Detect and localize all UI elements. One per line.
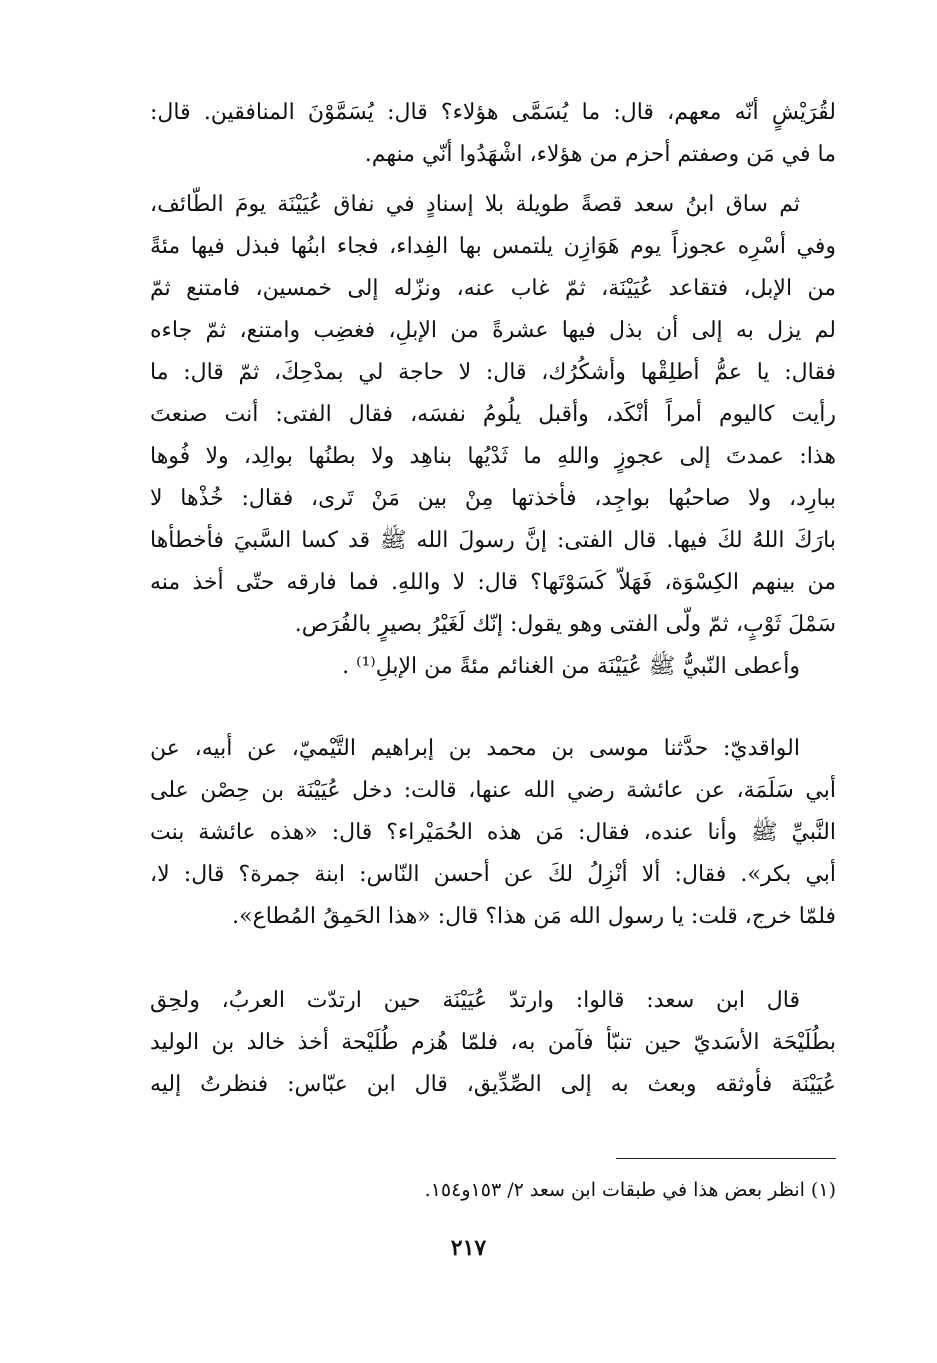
text-line: رأيت كاليوم أمراً أنْكَد، وأقبل يلُومُ نفسَه، فقال الفتى: أنت صنعتَ	[150, 402, 836, 427]
text-line: أبي سَلَمَة، عن عائشة رضي الله عنها، قالت: دخل عُيَيْنَة بن حِصْن على	[150, 778, 836, 803]
text-line: لم يزل به إلى أن بذل فيها عشرةً من الإبلِ، فغضِب وامتنع، ثمّ جاءه	[150, 318, 836, 343]
paragraph-3	[150, 728, 836, 938]
text-line: عُيَيْنَة فأوثقه وبعث به إلى الصِّدِّيق، قال ابن عبّاس: فنظرتُ إليه	[150, 1072, 836, 1097]
text-line: فلمّا خرج، قلت: يا رسول الله مَن هذا؟ قال: «هذا الحَمِقُ المُطاع».	[232, 904, 836, 929]
text-line: ثم ساق ابنُ سعد قصةً طويلة بلا إسنادٍ في نفاق عُيَيْنَة يومَ الطّائف،	[150, 192, 800, 217]
page-number: ٢١٧	[450, 1235, 487, 1261]
text-line: ببارِد، ولا صاحبُها بواجِد، فأخذتها مِنْ بين مَنْ تَرى، فقال: خُذْها لا	[150, 486, 836, 511]
text-line: فقال: يا عمُّ أطلِقْها وأشكُرُك، قال: لا حاجة لي بمدْحِكَ، ثمّ قال: ما	[150, 360, 836, 385]
text-line: قال ابن سعد: قالوا: وارتدّ عُيَيْنَة حين ارتدّت العربُ، ولحِق	[150, 988, 800, 1013]
text-line: بطُلَيْحَة الأسَديّ حين تنبّأ فآمن به، فلمّا هُزم طُلَيْحة أخذ خالد بن الوليد	[150, 1030, 836, 1055]
text-line: لقُرَيْشٍ أنّه معهم، قال: ما يُسَمَّى هؤلاء؟ قال: يُسَمَّوْنَ المنافقين. قال:	[150, 100, 836, 125]
text-line: النَّبيِّ ﷺ وأنا عنده، فقال: مَن هذه الحُمَيْراء؟ قال: «هذه عائشة بنت	[150, 820, 836, 845]
footnote-divider	[616, 1158, 836, 1159]
text-line: بارَكَ اللهُ لكَ فيها. قال الفتى: إنَّ رسولَ الله ﷺ قد كسا السَّبيَ فأخطأها	[150, 528, 836, 553]
text-line: ما في مَن وصفتم أحزم من هؤلاء، اشْهَدُوا أنّي منهم.	[364, 142, 836, 167]
paragraph-1	[150, 92, 836, 176]
paragraph-2	[150, 184, 836, 688]
paragraph-4	[150, 980, 836, 1106]
footnote: (١) انظر بعض هذا في طبقات ابن سعد ٢/ ١٥٣و١٥٤.	[424, 1179, 836, 1201]
text-line: من الإبل، فتقاعد عُيَيْنَة، ثمّ غاب عنه، ونزّله إلى خمسين، فامتنع ثمّ	[150, 276, 836, 301]
text-line: هذا: عمدتَ إلى عجوزٍ واللهِ ما ثَدْيُها بناهِد ولا بطنُها بوالِد، ولا فُوها	[150, 444, 836, 469]
text-line: الواقديّ: حدَّثنا موسى بن محمد بن إبراهيم التَّيْميّ، عن أبيه، عن	[150, 736, 800, 761]
text-line: من بينهم الكِسْوَة، فَهَلاّ كَسَوْتَها؟ قال: لا واللهِ. فما فارقه حتّى أخذ منه	[150, 570, 836, 595]
text-line: أبي بكر». فقال: ألا أنْزِلُ لكَ عن أحسن النّاس: ابنة جمرة؟ قال: لا،	[150, 862, 836, 887]
text-line: سَمْلَ ثَوْبٍ، ثمّ ولّى الفتى وهو يقول: إنّك لَغَيْرُ بصيرٍ بالفُرَص.	[294, 612, 836, 637]
text-line: وفي أسْرِه عجوزاً يوم هَوَازِن يلتمس بها الفِداء، فجاء ابنُها فبذل فيها مئةً	[150, 234, 836, 259]
text-line: وأعطى النّبيُّ ﷺ عُيَيْنَة من الغنائم مئةً من الإبلِ⁽¹⁾ .	[342, 654, 800, 679]
